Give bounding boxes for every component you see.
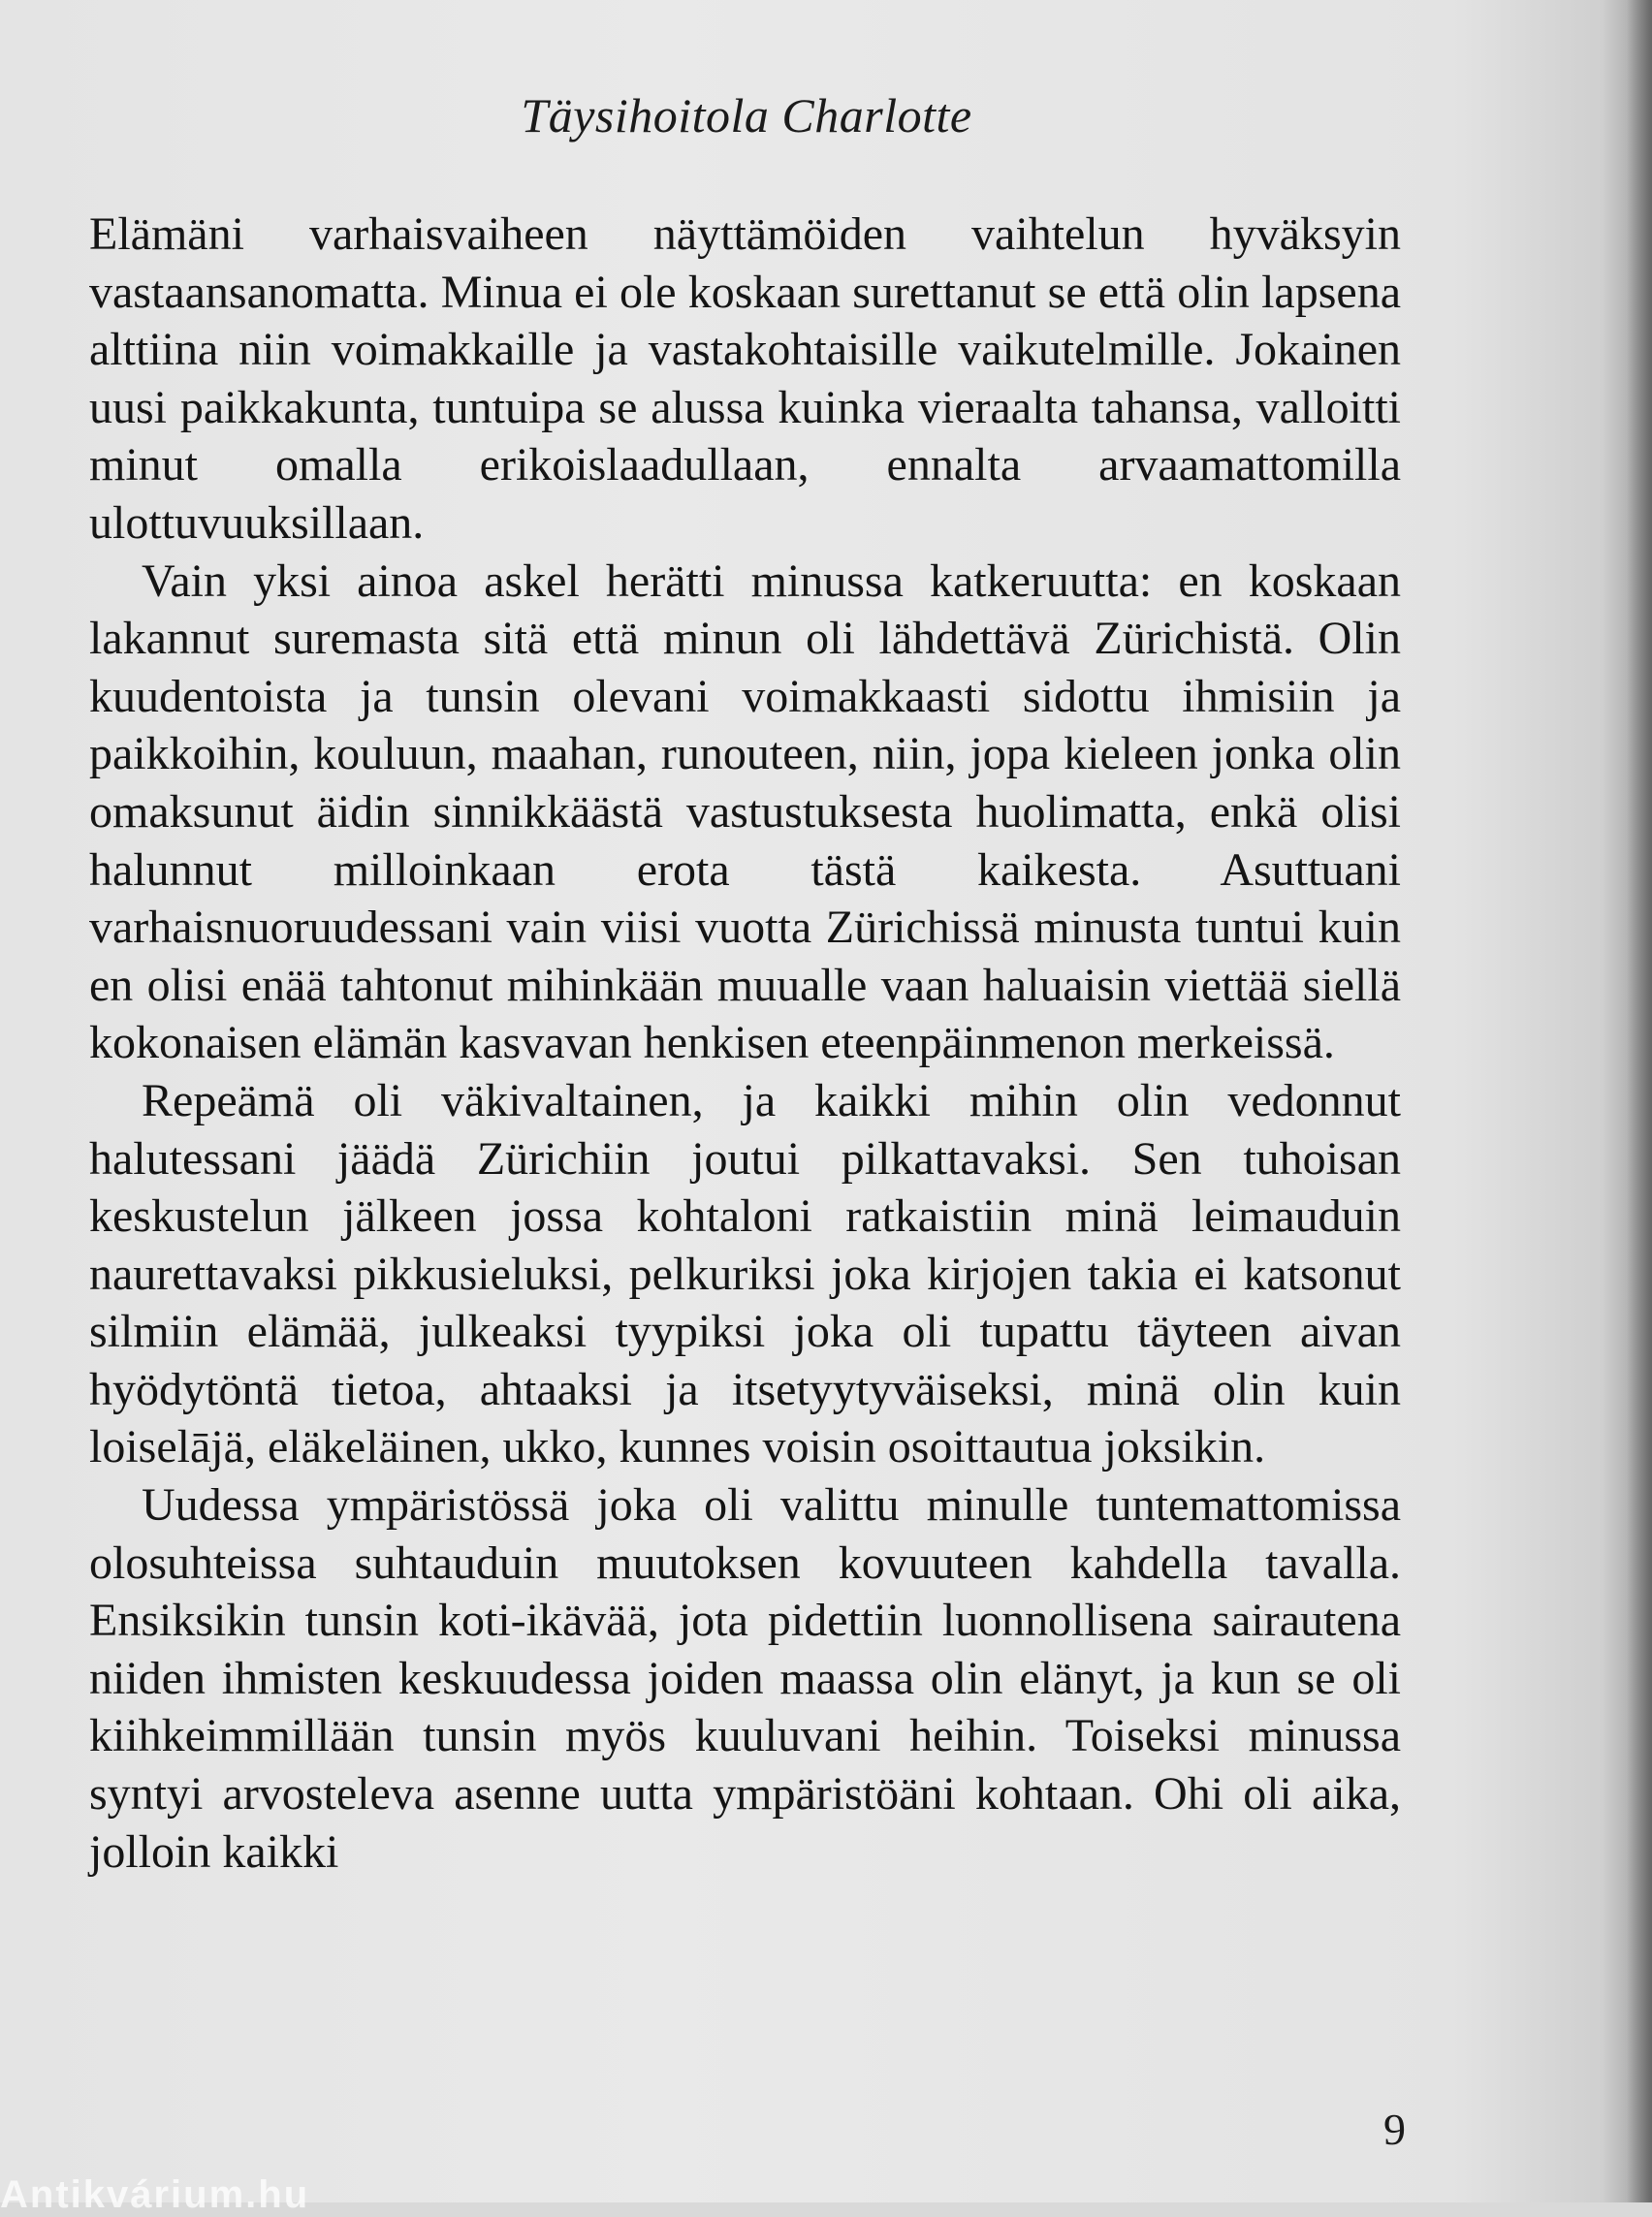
- page-number: 9: [1383, 2105, 1406, 2154]
- paragraph-4: Uudessa ympäristössä joka oli valittu minulle tuntemattomissa olosuhteissa suhtauduin muutoksen kovuuteen kahdella tavalla. Ensiksikin tunsin koti-ikävää, jota pidettiin luonnollisena sairautena niiden ihmisten keskuudessa joiden maassa olin elänyt, ja kun se oli kiihkeimmillään tunsin myös kuuluvani heihin. Toiseksi minussa syntyi arvosteleva asenne uutta ympäristöäni kohtaan. Ohi oli aika, jolloin kaikki: [89, 1479, 1401, 1878]
- watermark: Antikvárium.hu: [0, 2173, 310, 2216]
- spine-shadow: [1627, 0, 1652, 2202]
- paragraph-2: Vain yksi ainoa askel herätti minussa katkeruutta: en koskaan lakannut suremasta sitä että minun oli lähdettävä Zürichistä. Olin kuudentoista ja tunsin olevani voimakkaasti sidottu ihmisiin ja paikkoihin, kouluun, maahan, runouteen, niin, jopa kieleen jonka olin omaksunut äidin sinnikkäästä vastustuksesta huolimatta, enkä olisi halunnut milloinkaan erota tästä kaikesta. Asuttuani varhaisnuoruudessani vain viisi vuotta Zürichissä minusta tuntui kuin en olisi enää tahtonut mihinkään muualle vaan haluaisin viettää siellä kokonaisen elämän kasvavan henkisen eteenpäinmenon merkeissä.: [89, 554, 1401, 1069]
- paragraph-1: Elämäni varhaisvaiheen näyttämöiden vaihtelun hyväksyin vastaansanomatta. Minua ei ole koskaan surettanut se että olin lapsena alttiina niin voimakkaille ja vastakohtaisille vaikutelmille. Jokainen uusi paikkakunta, tuntuipa se alussa kuinka vieraalta tahansa, valloitti minut omalla erikoislaadullaan, ennalta arvaamattomilla ulottuvuuksillaan.: [89, 208, 1401, 549]
- running-head: Täysihoitola Charlotte: [521, 88, 972, 143]
- body-text: [89, 206, 1401, 1881]
- paragraph-3: Repeämä oli väkivaltainen, ja kaikki mihin olin vedonnut halutessani jäädä Zürichiin joutui pilkattavaksi. Sen tuhoisan keskustelun jälkeen jossa kohtaloni ratkaistiin minä leimauduin naurettavaksi pikkusieluksi, pelkuriksi joka kirjojen takia ei katsonut silmiin elämää, julkeaksi tyypiksi joka oli tupattu täyteen aivan hyödytöntä tietoa, ahtaaksi ja itsetyytyväiseksi, minä olin kuin loiselājä, eläkeläinen, ukko, kunnes voisin osoittautua joksikin.: [89, 1074, 1401, 1473]
